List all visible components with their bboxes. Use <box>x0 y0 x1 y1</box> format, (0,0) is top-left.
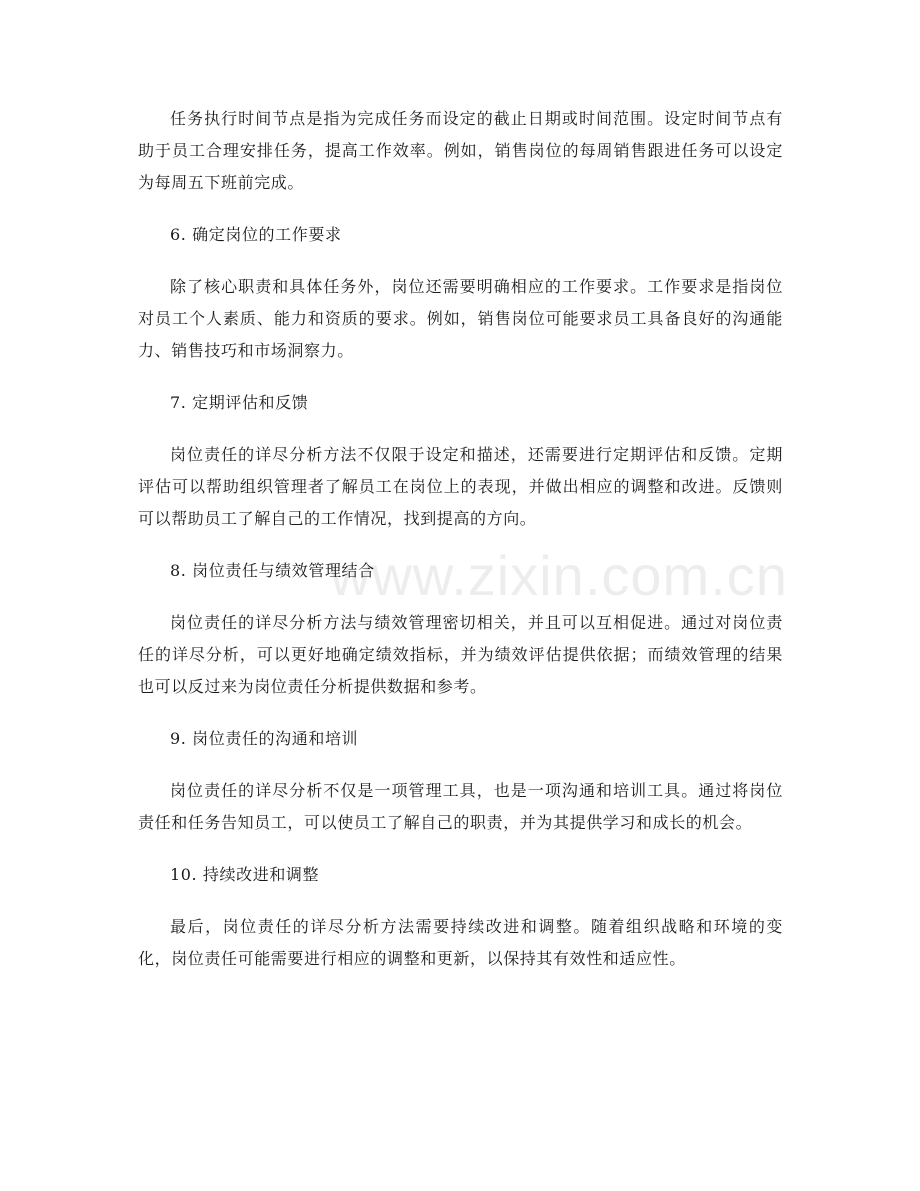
heading-section-7: 7. 定期评估和反馈 <box>170 393 309 412</box>
paragraph-section-10: 最后，岗位责任的详尽分析方法需要持续改进和调整。随着组织战略和环境的变化，岗位责任可能需要进行相应的调整和更新，以保持其有效性和适应性。 <box>138 917 783 968</box>
paragraph-section-7: 岗位责任的详尽分析方法不仅限于设定和描述，还需要进行定期评估和反馈。定期评估可以帮助组织管理者了解员工在岗位上的表现，并做出相应的调整和改进。反馈则可以帮助员工了解自己的工作情况，找到提高的方向。 <box>138 445 783 528</box>
watermark: www.zixin.com.cn <box>330 544 788 607</box>
paragraph-section-8: 岗位责任的详尽分析方法与绩效管理密切相关，并且可以互相促进。通过对岗位责任的详尽分析，可以更好地确定绩效指标，并为绩效评估提供依据；而绩效管理的结果也可以反过来为岗位责任分析提供数据和参考。 <box>138 613 783 696</box>
paragraph-section-6: 除了核心职责和具体任务外，岗位还需要明确相应的工作要求。工作要求是指岗位对员工个人素质、能力和资质的要求。例如，销售岗位可能要求员工具备良好的沟通能力、销售技巧和市场洞察力。 <box>138 277 783 360</box>
heading-section-10: 10. 持续改进和调整 <box>170 865 320 884</box>
heading-section-6: 6. 确定岗位的工作要求 <box>170 225 342 244</box>
paragraph-task-time-nodes: 任务执行时间节点是指为完成任务而设定的截止日期或时间范围。设定时间节点有助于员工合理安排任务，提高工作效率。例如，销售岗位的每周销售跟进任务可以设定为每周五下班前完成。 <box>138 109 783 192</box>
document-body <box>138 103 788 975</box>
heading-section-8: 8. 岗位责任与绩效管理结合 <box>170 561 375 580</box>
paragraph-section-9: 岗位责任的详尽分析不仅是一项管理工具，也是一项沟通和培训工具。通过将岗位责任和任务告知员工，可以使员工了解自己的职责，并为其提供学习和成长的机会。 <box>138 781 783 832</box>
heading-section-9: 9. 岗位责任的沟通和培训 <box>170 729 359 748</box>
